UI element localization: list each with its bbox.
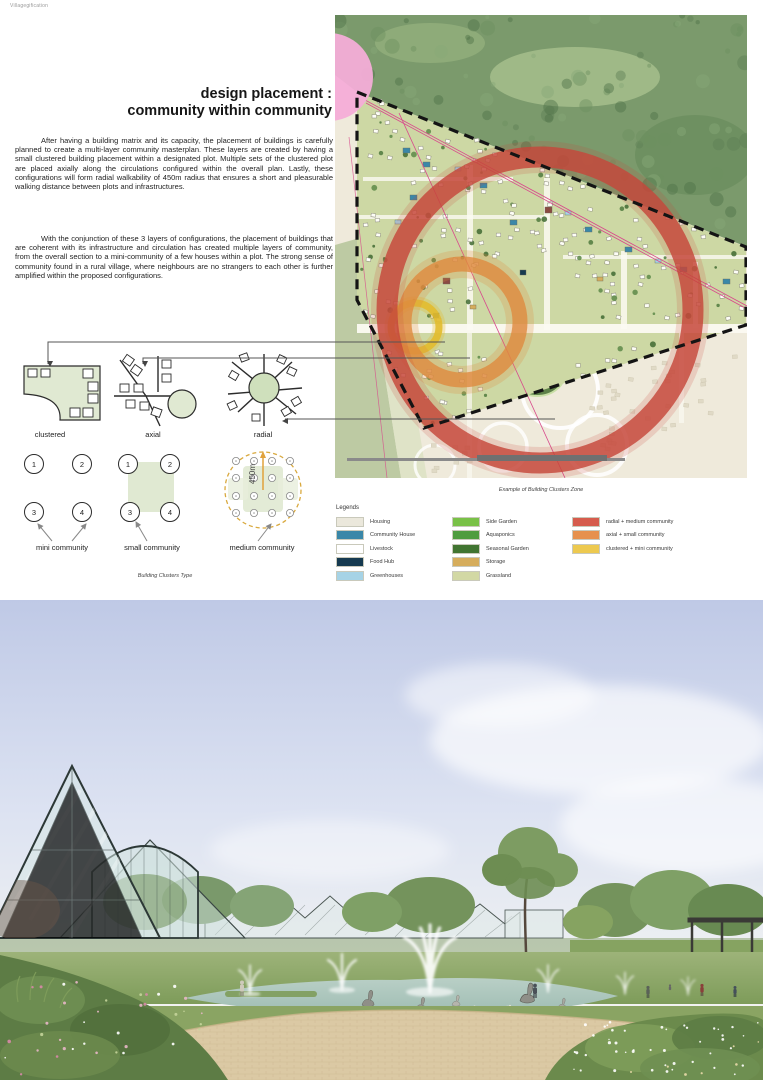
label-axial: axial (145, 430, 161, 439)
label-mini-community: mini community (35, 543, 89, 552)
legend-item: clustered + mini community (572, 545, 673, 553)
masterplan-map (335, 15, 747, 478)
mini-circle-2: 2 (72, 454, 92, 474)
legend (336, 505, 756, 585)
mini-circle-1: 1 (24, 454, 44, 474)
small-circle-4: 4 (160, 502, 180, 522)
intro-paragraph-1: After having a building matrix and its capacity, the placement of buildings is carefully planned to create a multi-layer community masterplan. These layers are created by having a small clustered building placement within a designated plot. Multiple sets of the clustered plot are placed axially along the circulations configured within the overall plan. Lastly, these configurations will form radial walkability of 450m radius that ensures a short and pleasurable walking distance between plots and infrastructures. (15, 136, 333, 192)
legend-swatch (452, 557, 480, 567)
title-line-2: community within community (127, 103, 332, 120)
legend-item: Food Hub (336, 558, 415, 566)
legend-swatch (336, 571, 364, 581)
axial-diagram-icon (112, 352, 200, 428)
perspective-render (0, 600, 763, 1080)
legend-swatch (336, 557, 364, 567)
mini-circle-3: 3 (24, 502, 44, 522)
label-radial: radial (253, 430, 273, 439)
title-line-1: design placement : (200, 86, 332, 102)
legend-item: axial + small community (572, 531, 673, 539)
legend-item: Storage (452, 558, 529, 566)
legend-item: Grassland (452, 572, 529, 580)
legend-item: Housing (336, 518, 415, 526)
legend-column-1 (336, 518, 415, 585)
legend-swatch (336, 517, 364, 527)
radial-diagram-icon (222, 352, 307, 428)
legend-swatch (572, 530, 600, 540)
cluster-types-caption: Building Clusters Type (137, 573, 193, 579)
page-title (52, 86, 332, 121)
project-label: Villagegification (10, 3, 49, 9)
map-caption: Example of Building Clusters Zone (498, 487, 584, 493)
legend-item: radial + medium community (572, 518, 673, 526)
radius-label: 450m (248, 463, 257, 484)
medium-community-diagram (216, 448, 311, 538)
small-circle-1: 1 (118, 454, 138, 474)
label-medium-community: medium community (229, 543, 295, 552)
legend-item: Seasonal Garden (452, 545, 529, 553)
label-small-community: small community (124, 543, 180, 552)
small-circle-3: 3 (120, 502, 140, 522)
legend-item: Community House (336, 531, 415, 539)
legend-swatch (572, 544, 600, 554)
legend-swatch (452, 544, 480, 554)
label-clustered: clustered (34, 430, 66, 439)
legend-item: Greenhouses (336, 572, 415, 580)
legend-swatch (336, 530, 364, 540)
small-circle-2: 2 (160, 454, 180, 474)
legend-item: Aquaponics (452, 531, 529, 539)
legend-column-2 (452, 518, 529, 585)
legend-item: Livestock (336, 545, 415, 553)
legend-swatch (452, 530, 480, 540)
legend-title: Legends (336, 505, 360, 511)
mini-circle-4: 4 (72, 502, 92, 522)
legend-swatch (452, 517, 480, 527)
legend-swatch (452, 571, 480, 581)
clustered-diagram-icon (20, 362, 105, 424)
intro-paragraph-2: With the conjunction of these 3 layers of configurations, the placement of buildings that are coherent with its infrastructure and circulation has created multiple layers of community, from the overall section to a mini-community of a few houses within a plot. The strong sense of community found in a rural village, where neighbours are no strangers to each other is further amplified within the proposed configurations. (15, 234, 333, 280)
legend-swatch (572, 517, 600, 527)
legend-swatch (336, 544, 364, 554)
legend-item: Side Garden (452, 518, 529, 526)
legend-column-3 (572, 518, 673, 558)
